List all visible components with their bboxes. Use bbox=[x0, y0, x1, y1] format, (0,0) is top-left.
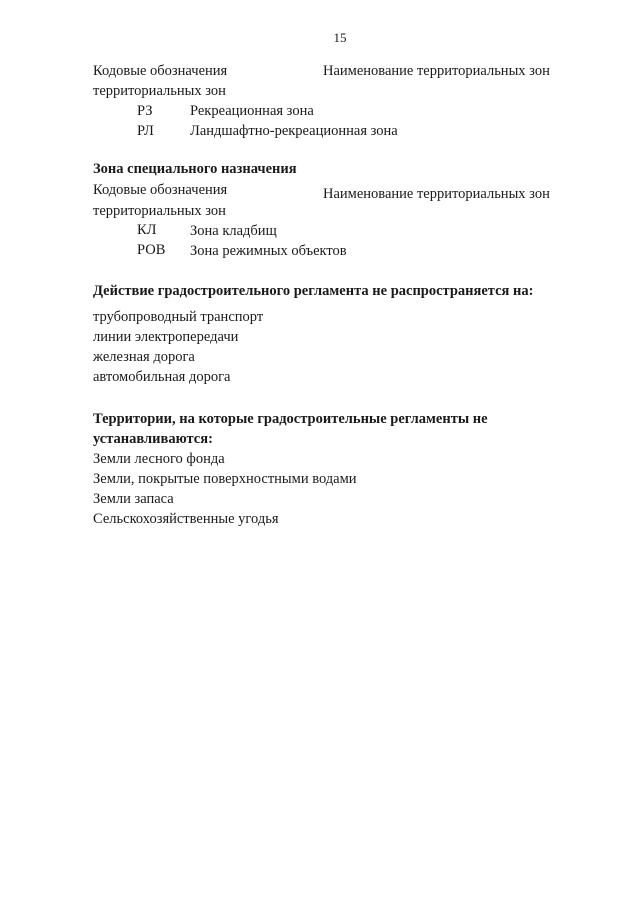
codes-header-label: Кодовые обозначения bbox=[93, 63, 228, 79]
codes-header-label: Кодовые обозначения bbox=[93, 182, 228, 198]
zone-name: Зона кладбищ bbox=[190, 223, 277, 239]
zone-code: РЗ bbox=[137, 103, 153, 119]
list-item: железная дорога bbox=[93, 349, 195, 365]
section-title-territories-line2: устанавливаются: bbox=[93, 431, 213, 447]
list-item: линии электропередачи bbox=[93, 329, 239, 345]
section-title-territories-line1: Территории, на которые градостроительные регламенты не bbox=[93, 411, 488, 427]
list-item: трубопроводный транспорт bbox=[93, 309, 264, 325]
zone-name: Зона режимных объектов bbox=[190, 243, 347, 259]
list-item: Земли, покрытые поверхностными водами bbox=[93, 471, 357, 487]
list-item: автомобильная дорога bbox=[93, 369, 231, 385]
section-title-regulation-exclusions: Действие градостроительного регламента не распространяется на: bbox=[93, 283, 534, 299]
zone-code: РОВ bbox=[137, 242, 166, 258]
codes-header-continuation: территориальных зон bbox=[93, 83, 226, 99]
zone-code: РЛ bbox=[137, 123, 154, 139]
list-item: Земли запаса bbox=[93, 491, 174, 507]
codes-header-continuation: территориальных зон bbox=[93, 203, 226, 219]
zone-name: Рекреационная зона bbox=[190, 103, 314, 119]
names-header-label: Наименование территориальных зон bbox=[323, 186, 550, 202]
zone-name: Ландшафтно-рекреационная зона bbox=[190, 123, 398, 139]
section-title-special-zone: Зона специального назначения bbox=[93, 161, 297, 177]
zone-code: КЛ bbox=[137, 222, 157, 238]
names-header-label: Наименование территориальных зон bbox=[323, 63, 550, 79]
page-number: 15 bbox=[333, 30, 347, 45]
list-item: Сельскохозяйственные угодья bbox=[93, 511, 279, 527]
list-item: Земли лесного фонда bbox=[93, 451, 225, 467]
